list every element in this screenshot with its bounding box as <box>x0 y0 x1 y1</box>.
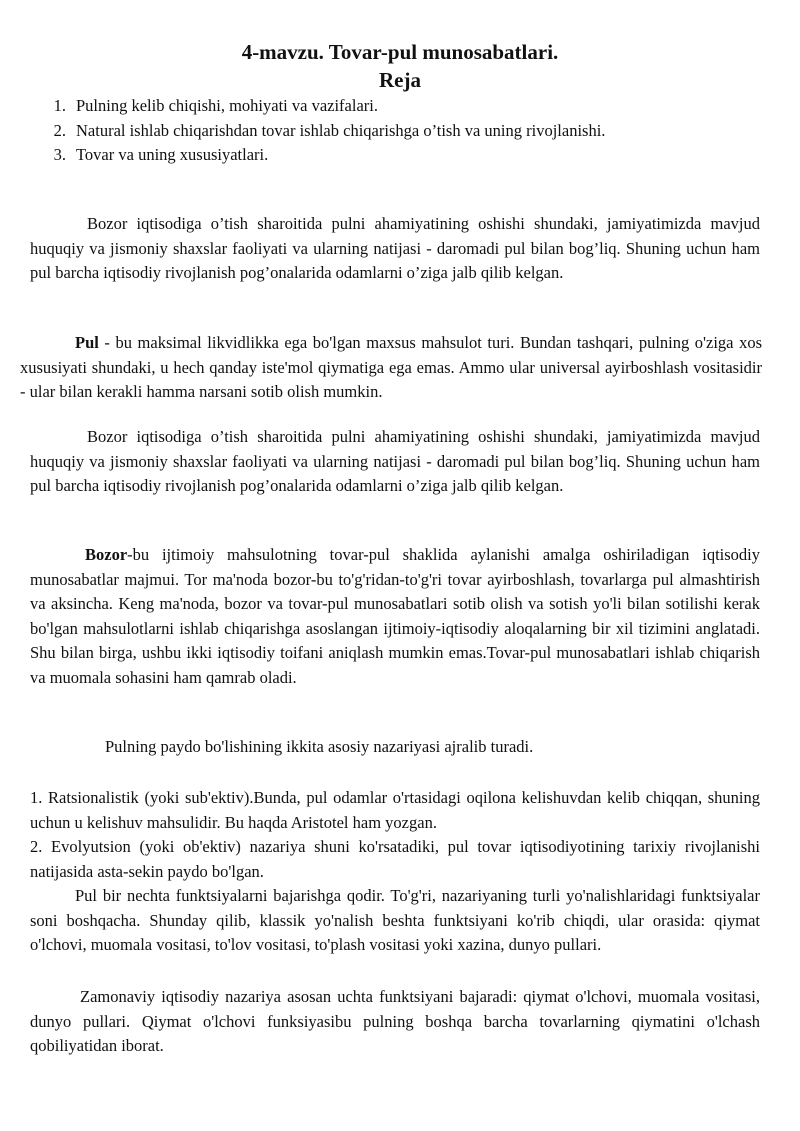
plan-item-text: Pulning kelib chiqishi, mohiyati va vazifalari. <box>76 96 378 115</box>
paragraph-modern-theory: Zamonaviy iqtisodiy nazariya asosan uchta funktsiyani bajaradi: qiymat o'lchovi, muomala vositasi, dunyo pullari. Qiymat o'lchovi funksiyasibu pulning boshqa barcha tovarlarning qiymatini o'lchash qobiliyatidan iborat. <box>30 987 760 1055</box>
plan-item-number: 3. <box>53 145 66 164</box>
paragraph-5: Pulning paydo bo'lishining ikkita asosiy nazariyasi ajralib turadi. <box>105 737 534 756</box>
term-bozor: Bozor <box>85 545 128 564</box>
paragraph-4 <box>30 543 760 690</box>
plan-heading: Reja <box>379 68 421 92</box>
paragraph-2-text: - bu maksimal likvidlikka ega bo'lgan maxsus mahsulot turi. Bundan tashqari, pulning o'ziga xos xususiyati shundaki, u hech qanday iste'mol qiymatiga ega emas. Ammo ular universal ayirboshlash vositasidir - ular bilan kerakli hamma narsani sotib olish mumkin. <box>20 333 762 401</box>
paragraph-4-text: -bu ijtimoiy mahsulotning tovar-pul shaklida aylanishi amalga oshiriladigan iqtisodiy munosabatlar majmui. Tor ma'noda bozor-bu to'g'ridan-to'g'ri tovar ayirboshlash, tovarlarga pul almashtirish va aksincha. Keng ma'noda, bozor va tovar-pul munosabatlari sotib olish va sotish yo'li bilan sotilishi kerak bo'lgan mahsulotlarni ishlab chiqarishga asoslangan ijtimoiy-iqtisodiy aloqalarning bir xil tizimini anglatadi. Shu bilan birga, ushbu ikki iqtisodiy toifani aniqlash mumkin emas.Tovar-pul munosabatlari ishlab chiqarish va muomala sohasini ham qamrab oladi. <box>30 545 760 687</box>
paragraph-functions: Pul bir nechta funktsiyalarni bajarishga qodir. To'g'ri, nazariyaning turli yo'nalishlaridagi funktsiyalar soni boshqacha. Shunday qilib, klassik yo'nalish beshta funktsiyani ko'rib chiqdi, ular orasida: qiymat o'lchovi, muomala vositasi, to'lov vositasi, to'plash vositasi yoki xazina, dunyo pullari. <box>30 886 760 954</box>
theory-1: 1. Ratsionalistik (yoki sub'ektiv).Bunda, pul odamlar o'rtasidagi oqilona kelishuvdan kelib chiqqan, shuning uchun u kelishuv mahsulidir. Bu haqda Aristotel ham yozgan. <box>30 788 760 832</box>
paragraph-2 <box>20 331 762 405</box>
paragraph-1: Bozor iqtisodiga o’tish sharoitida pulni ahamiyatining oshishi shundaki, jamiyatimizda mavjud huquqiy va jismoniy shaxslar faoliyati va ularning natijasi - daromadi pul bilan bog’liq. Shuning uchun ham pul barcha iqtisodiy rivojlanish pog’onalarida odamlarni o’ziga jalb qilib kelgan. <box>30 214 760 282</box>
paragraph-3: Bozor iqtisodiga o’tish sharoitida pulni ahamiyatining oshishi shundaki, jamiyatimizda mavjud huquqiy va jismoniy shaxslar faoliyati va ularning natijasi - daromadi pul bilan bog’liq. Shuning uchun ham pul barcha iqtisodiy rivojlanish pog’onalarida odamlarni o’ziga jalb qilib kelgan. <box>30 427 760 495</box>
plan-list <box>30 94 770 168</box>
term-pul: Pul <box>75 333 99 352</box>
plan-item-number: 2. <box>53 120 66 140</box>
plan-item-text: Tovar va uning xususiyatlari. <box>76 145 269 164</box>
plan-item <box>30 119 770 144</box>
document-title: 4-mavzu. Tovar-pul munosabatlari. <box>241 40 559 64</box>
plan-item-text: Natural ishlab chiqarishdan tovar ishlab chiqarishga o’tish va uning rivojlanishi. <box>76 120 606 140</box>
plan-item <box>30 94 770 119</box>
plan-item-number: 1. <box>53 96 66 115</box>
plan-item <box>30 143 770 168</box>
theory-2: 2. Evolyutsion (yoki ob'ektiv) nazariya shuni ko'rsatadiki, pul tovar iqtisodiyotining tarixiy rivojlanishi natijasida asta-sekin paydo bo'lgan. <box>30 837 760 881</box>
